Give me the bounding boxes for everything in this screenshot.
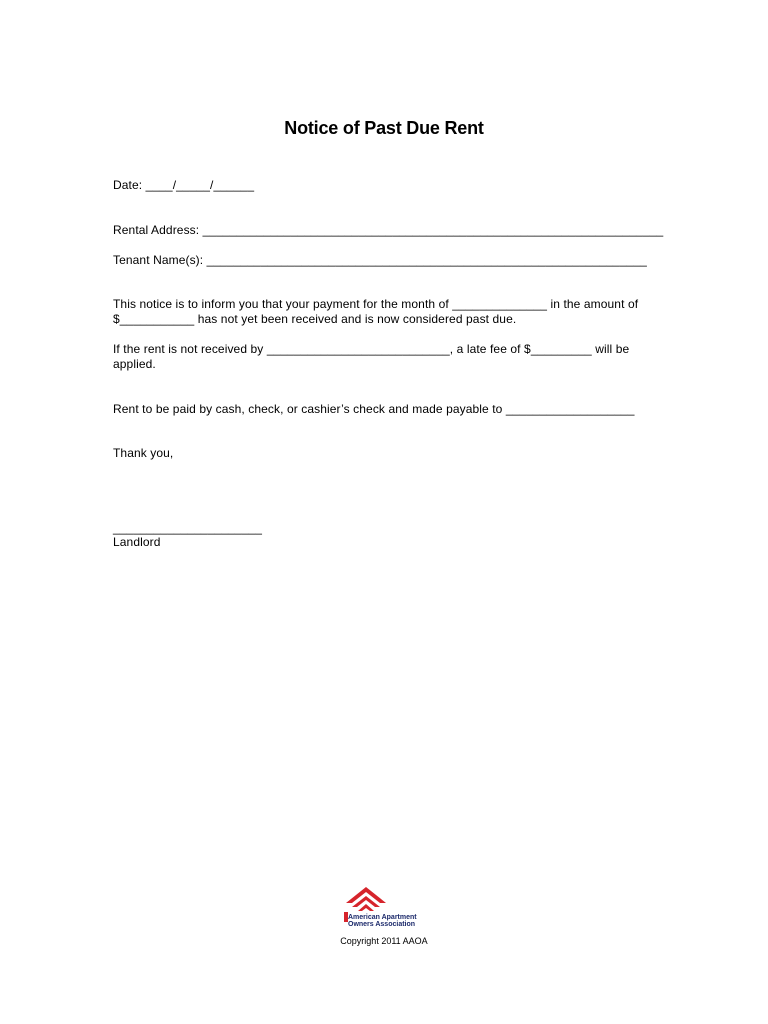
rental-address-line: Rental Address: ____________________________________________________________________	[113, 223, 664, 237]
late-fee-paragraph-line-2: applied.	[113, 357, 156, 371]
signature-label: Landlord	[113, 535, 161, 549]
aaoa-logo-icon	[340, 883, 428, 929]
tenant-names-line: Tenant Name(s): _________________________________________________________________	[113, 253, 647, 267]
payment-instructions-line: Rent to be paid by cash, check, or cashier’s check and made payable to ___________________	[113, 402, 635, 416]
logo-text-line-2: Owners Association	[348, 921, 416, 928]
signature-line: ______________________	[113, 521, 263, 535]
notice-paragraph-line-2: $___________ has not yet been received and is now considered past due.	[113, 312, 517, 326]
closing-text: Thank you,	[113, 446, 174, 460]
document-title: Notice of Past Due Rent	[284, 118, 484, 138]
logo-text-line-1: American Apartment	[348, 914, 417, 921]
notice-paragraph-line-1: This notice is to inform you that your payment for the month of ______________ in the amount of	[113, 297, 639, 311]
aaoa-logo	[340, 883, 428, 929]
copyright-text: Copyright 2011 AAOA	[340, 936, 428, 946]
date-field-line: Date: ____/_____/______	[113, 178, 255, 192]
late-fee-paragraph-line-1: If the rent is not received by ___________________________, a late fee of $_________ will be	[113, 342, 630, 356]
